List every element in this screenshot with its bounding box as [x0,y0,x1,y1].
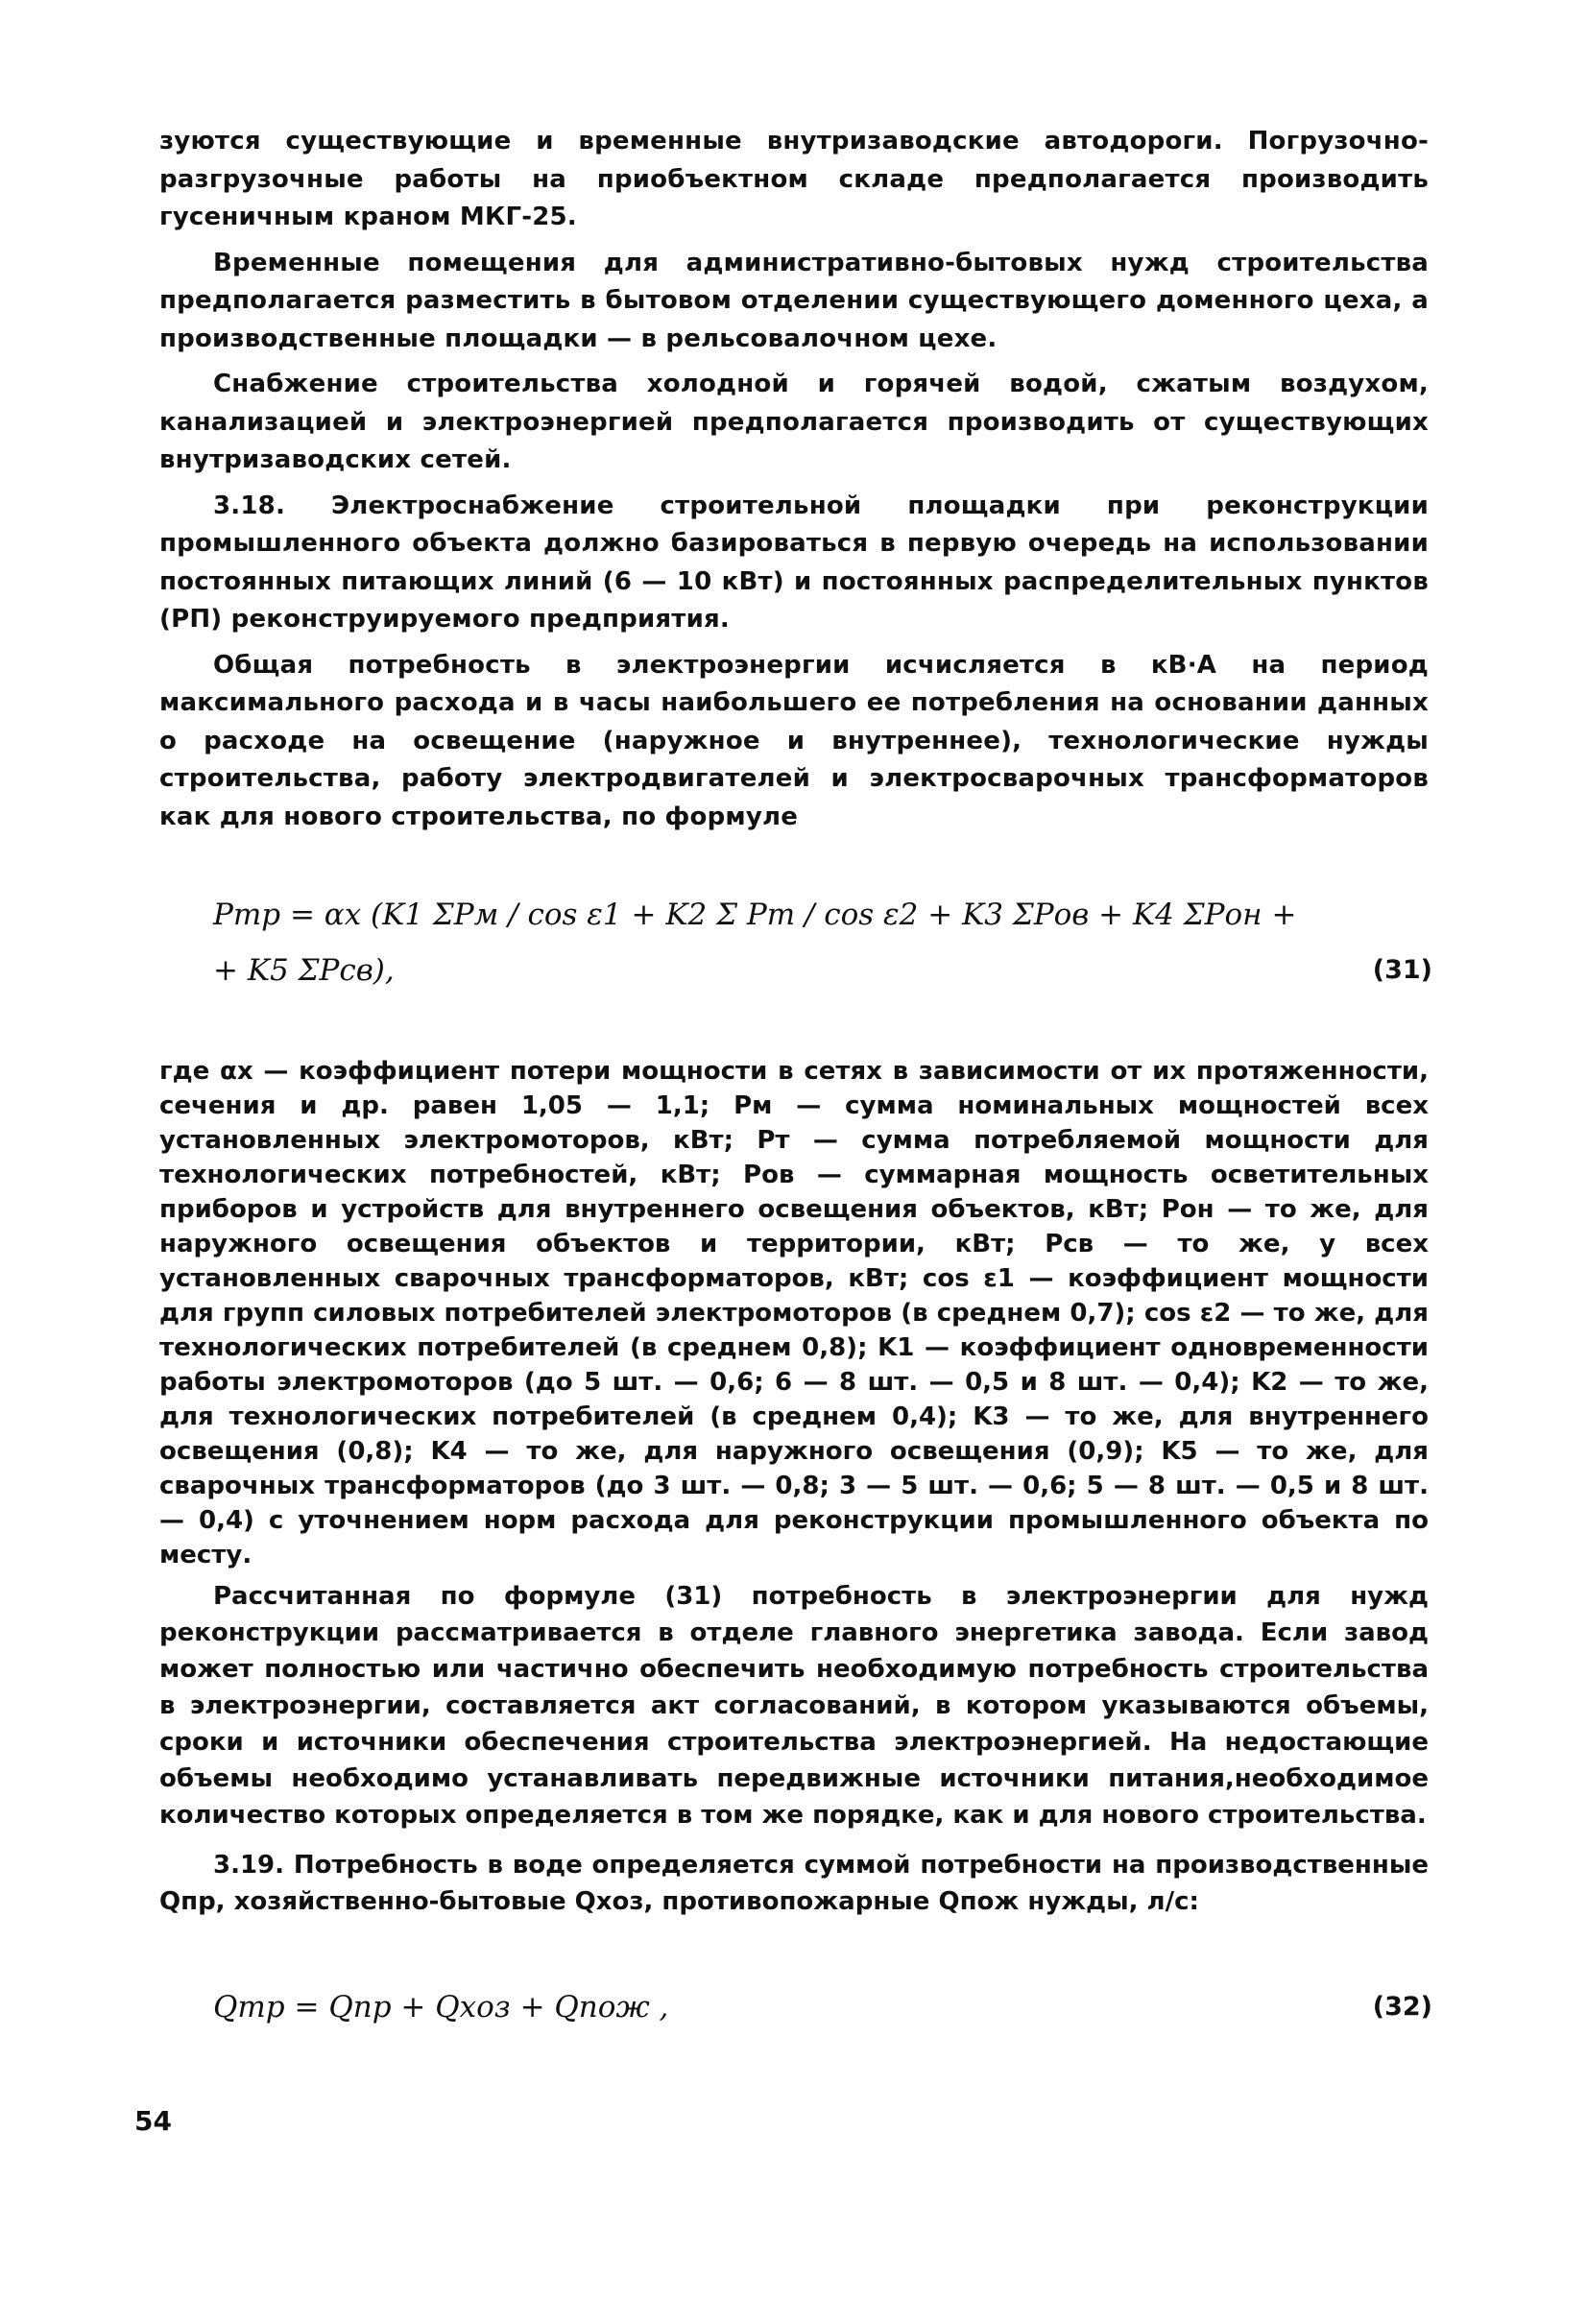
paragraph-2: Временные помещения для административно-бытовых нужд строительства предполагается разместить в бытовом отделении существующего доменного цеха, а производственные площадки — в рельсовалочном цехе. [159,248,1429,353]
paragraph-1: зуются существующие и временные внутризаводские автодороги. Погрузочно-разгрузочные работы на приобъектном складе предполагается производить гусеничным краном МКГ-25. [159,127,1429,231]
page-number: 54 [134,2105,172,2137]
formula-31-number: (31) [1372,955,1432,985]
body-text-top [159,123,1429,836]
paragraph-5: Общая потребность в электроэнергии исчисляется в кВ·А на период максимального расхода и в часы наибольшего ее потребления на основании данных о расходе на освещение (наружное и внутреннее), технологические нужды строительства, работу электродвигателей и электросварочных трансформаторов как для нового строительства, по формуле [159,650,1429,831]
paragraph-3-19: 3.19. Потребность в воде определяется суммой потребности на производственные Qпр, хозяйственно-бытовые Qхоз, противопожарные Qпож нужды, л/с: [159,1851,1429,1916]
formula-31-line-2: + K5 ΣPсв), [213,953,395,988]
formula-31 [213,893,1432,993]
formula-31-legend [159,1054,1429,1920]
paragraph-3-18: 3.18. Электроснабжение строительной площадки при реконструкции промышленного объекта должно базироваться в первую очередь на использовании постоянных питающих линий (6 — 10 кВт) и постоянных распределительных пунктов (РП) реконструируемого предприятия. [159,491,1429,634]
legend-text: где αx — коэффициент потери мощности в сетях в зависимости от их протяженности, сечения и др. равен 1,05 — 1,1; Pм — сумма номинальных мощностей всех установленных электромоторов, кВт; Pт — сумма потребляемой мощности для технологических потребностей, кВт; Pов — суммарная мощность осветительных приборов и устройств для внутреннего освещения объектов, кВт; Pон — то же, для наружного освещения объектов и территории, кВт; Pсв — то же, у всех установленных сварочных трансформаторов, кВт; cos ε1 — коэффициент мощности для групп силовых потребителей электромоторов (в среднем 0,7); cos ε2 — то же, для технологических потребителей (в среднем 0,8); K1 — коэффициент одновременности работы электромоторов (до 5 шт. — 0,6; 6 — 8 шт. — 0,5 и 8 шт. — 0,4); K2 — то же, для технологических потребителей (в среднем 0,4); K3 — то же, для внутреннего освещения (0,8); K4 — то же, для наружного освещения (0,9); K5 — то же, для сварочных трансформаторов (до 3 шт. — 0,8; 3 — 5 шт. — 0,6; 5 — 8 шт. — 0,5 и 8 шт. — 0,4) с уточнением норм расхода для реконструкции промышленного объекта по месту. [159,1057,1429,1569]
formula-32-number: (32) [1372,1992,1432,2022]
formula-32-text: Qтр = Qпр + Qхоз + Qпож , [213,1990,669,2025]
formula-32 [213,1985,1432,2029]
formula-31-line-1: Pтр = αx (K1 ΣPм / cos ε1 + K2 Σ Pт / cos ε2 + K3 ΣPов + K4 ΣPон + [213,898,1297,932]
paragraph-3: Снабжение строительства холодной и горячей водой, сжатым воздухом, канализацией и электроэнергией предполагается производить от существующих внутризаводских сетей. [159,370,1429,474]
paragraph-after-legend: Рассчитанная по формуле (31) потребность в электроэнергии для нужд реконструкции рассматривается в отделе главного энергетика завода. Если завод может полностью или частично обеспечить необходимую потребность строительства в электроэнергии, составляется акт согласований, в котором указываются объемы, сроки и источники обеспечения строительства электроэнергией. На недостающие объемы необходимо устанавливать передвижные источники питания,необходимое количество которых определяется в том же порядке, как и для нового строительства. [159,1582,1429,1830]
